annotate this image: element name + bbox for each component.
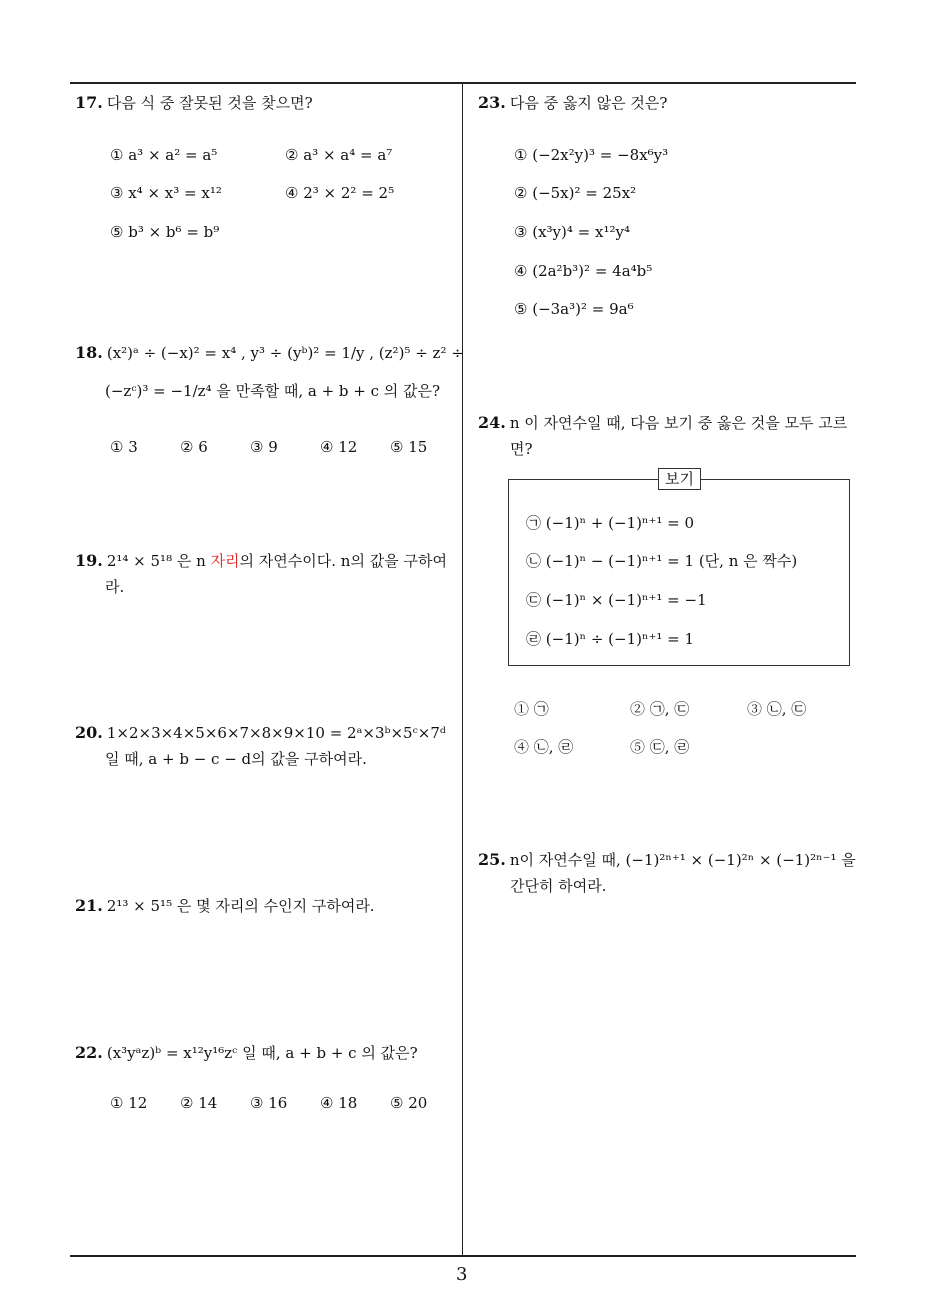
- question-number: 24.: [478, 413, 506, 432]
- q22-choice-5[interactable]: ⑤ 20: [390, 1094, 428, 1112]
- q22-choice-4[interactable]: ④ 18: [320, 1094, 358, 1112]
- question-text: 다음 식 중 잘못된 것을 찾으면?: [106, 94, 313, 112]
- question-number: 21.: [75, 896, 103, 915]
- page-number: 3: [456, 1264, 468, 1285]
- q18-choice-1[interactable]: ① 3: [110, 438, 138, 456]
- q18-choice-4[interactable]: ④ 12: [320, 438, 358, 456]
- question-number: 20.: [75, 723, 103, 742]
- box-item-1: ㉠ (−1)ⁿ + (−1)ⁿ⁺¹ = 0: [526, 514, 695, 532]
- q23-choice-2[interactable]: ② (−5x)² = 25x²: [514, 184, 637, 202]
- q23-choice-5[interactable]: ⑤ (−3a³)² = 9a⁶: [514, 300, 634, 318]
- question-number: 22.: [75, 1043, 103, 1062]
- q22-choice-3[interactable]: ③ 16: [250, 1094, 288, 1112]
- q17-choice-2[interactable]: ② a³ × a⁴ = a⁷: [285, 146, 393, 164]
- question-19: [75, 548, 447, 574]
- question-number: 17.: [75, 93, 103, 112]
- question-text-b: 의 자연수이다. n의 값을 구하여: [239, 552, 447, 570]
- question-24-line-2: 면?: [510, 440, 533, 458]
- q18-choice-3[interactable]: ③ 9: [250, 438, 278, 456]
- box-item-4: ㉣ (−1)ⁿ ÷ (−1)ⁿ⁺¹ = 1: [526, 630, 695, 648]
- q18-choice-5[interactable]: ⑤ 15: [390, 438, 428, 456]
- top-rule: [70, 82, 856, 84]
- question-number: 23.: [478, 93, 506, 112]
- q24-choice-1[interactable]: ① ㉠: [514, 700, 549, 718]
- example-box-title: 보기: [658, 468, 701, 490]
- question-17: [75, 90, 313, 116]
- q17-choice-4[interactable]: ④ 2³ × 2² = 2⁵: [285, 184, 395, 202]
- q22-choice-1[interactable]: ① 12: [110, 1094, 148, 1112]
- question-22: [75, 1040, 418, 1066]
- question-19-line-2: 라.: [105, 578, 125, 596]
- question-number: 25.: [478, 850, 506, 869]
- q17-choice-3[interactable]: ③ x⁴ × x³ = x¹²: [110, 184, 222, 202]
- question-23: [478, 90, 667, 116]
- box-item-2: ㉡ (−1)ⁿ − (−1)ⁿ⁺¹ = 1 (단, n 은 짝수): [526, 552, 798, 570]
- question-line-1: n 이 자연수일 때, 다음 보기 중 옳은 것을 모두 고르: [509, 414, 848, 432]
- question-text: (x³yᵃz)ᵇ = x¹²y¹⁶zᶜ 일 때, a + b + c 의 값은?: [106, 1044, 418, 1062]
- q17-choice-1[interactable]: ① a³ × a² = a⁵: [110, 146, 218, 164]
- q23-choice-1[interactable]: ① (−2x²y)³ = −8x⁶y³: [514, 146, 669, 164]
- question-text: 2¹³ × 5¹⁵ 은 몇 자리의 수인지 구하여라.: [106, 897, 375, 915]
- question-number: 18.: [75, 343, 103, 362]
- column-divider: [462, 83, 463, 1256]
- q22-choice-2[interactable]: ② 14: [180, 1094, 218, 1112]
- question-text-a: 2¹⁴ × 5¹⁸ 은 n: [106, 552, 206, 570]
- box-item-3: ㉢ (−1)ⁿ × (−1)ⁿ⁺¹ = −1: [526, 591, 707, 609]
- bottom-rule: [70, 1255, 856, 1257]
- q24-choice-3[interactable]: ③ ㉡, ㉢: [747, 700, 807, 718]
- question-25-line-2: 간단히 하여라.: [510, 877, 607, 895]
- q24-choice-2[interactable]: ② ㉠, ㉢: [630, 700, 690, 718]
- question-21: [75, 893, 375, 919]
- q17-choice-5[interactable]: ⑤ b³ × b⁶ = b⁹: [110, 223, 220, 241]
- q23-choice-3[interactable]: ③ (x³y)⁴ = x¹²y⁴: [514, 223, 630, 241]
- question-20-line-2: 일 때, a + b − c − d의 값을 구하여라.: [105, 750, 367, 768]
- question-25: [478, 847, 856, 873]
- question-18-line-2: (−zᶜ)³ = −1/z⁴ 을 만족할 때, a + b + c 의 값은?: [105, 382, 441, 400]
- q23-choice-4[interactable]: ④ (2a²b³)² = 4a⁴b⁵: [514, 262, 653, 280]
- question-line-1: 1×2×3×4×5×6×7×8×9×10 = 2ᵃ×3ᵇ×5ᶜ×7ᵈ: [106, 724, 446, 742]
- question-24: [478, 410, 847, 436]
- question-line-1: n이 자연수일 때, (−1)²ⁿ⁺¹ × (−1)²ⁿ × (−1)²ⁿ⁻¹ 을: [509, 851, 856, 869]
- question-20: [75, 720, 446, 746]
- q24-choice-4[interactable]: ④ ㉡, ㉣: [514, 738, 574, 756]
- question-number: 19.: [75, 551, 103, 570]
- question-18: [75, 340, 464, 366]
- highlighted-word: 자리: [210, 552, 240, 570]
- q18-choice-2[interactable]: ② 6: [180, 438, 208, 456]
- question-text: 다음 중 옳지 않은 것은?: [509, 94, 668, 112]
- question-line-1: (x²)ᵃ ÷ (−x)² = x⁴ , y³ ÷ (yᵇ)² = 1/y , (z²)⁵ ÷ z² ÷: [106, 344, 464, 362]
- q24-choice-5[interactable]: ⑤ ㉢, ㉣: [630, 738, 690, 756]
